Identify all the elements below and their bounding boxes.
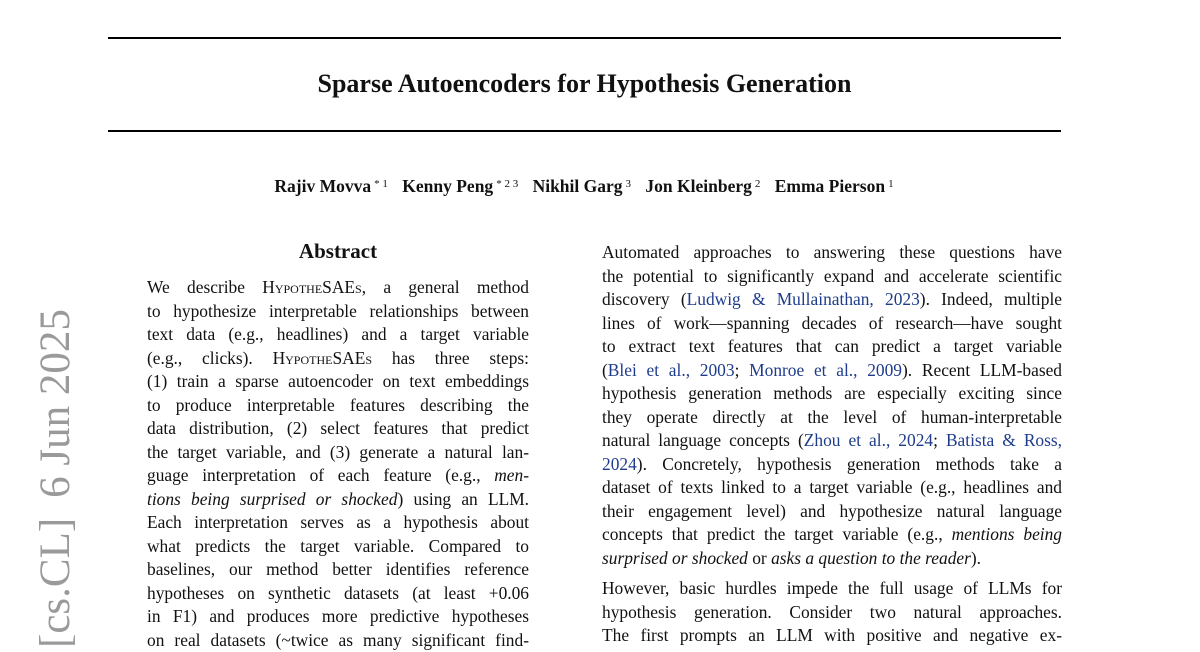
author: Rajiv Movva $^{* 1}$	[274, 176, 387, 196]
method-name: HypotheSAEs	[273, 348, 372, 368]
text-line: However, basic hurdles impede the full usage of LLMs for	[602, 577, 1062, 601]
abstract-heading: Abstract	[147, 238, 529, 264]
text-line: surprised or shocked or asks a question to the reader).	[602, 547, 1062, 571]
paper-title: Sparse Autoencoders for Hypothesis Generation	[108, 69, 1061, 99]
text-line: We describe HypotheSAEs, a general method	[147, 276, 529, 300]
citation-link[interactable]: 2024	[602, 454, 637, 474]
text-line: (1) train a sparse autoencoder on text embeddings	[147, 370, 529, 394]
text-line: hypotheses on synthetic datasets (at least +0.06	[147, 582, 529, 606]
citation-link[interactable]: Batista & Ross,	[946, 430, 1062, 450]
author-list	[0, 173, 1168, 197]
method-name: HypotheSAEs	[262, 277, 361, 297]
text-line: tions being surprised or shocked) using an LLM.	[147, 488, 529, 512]
text-line: discovery (Ludwig & Mullainathan, 2023). Indeed, multiple	[602, 288, 1062, 312]
emphasis: tions being surprised or shocked	[147, 489, 397, 509]
text-line: what predicts the target variable. Compared to	[147, 535, 529, 559]
text-line: Automated approaches to answering these questions have	[602, 241, 1062, 265]
citation-link[interactable]: Ludwig & Mullainathan, 2023	[687, 289, 920, 309]
arxiv-date: 6 Jun 2025	[32, 309, 79, 498]
emphasis: mentions being	[952, 524, 1062, 544]
citation-link[interactable]: Zhou et al., 2024	[804, 430, 933, 450]
text-line: concepts that predict the target variable (e.g., mentions being	[602, 523, 1062, 547]
title-rule-bottom	[108, 130, 1061, 132]
intro-paragraph	[602, 241, 1062, 570]
text-line: the potential to significantly expand and accelerate scientific	[602, 265, 1062, 289]
text-line: dataset of texts linked to a target variable (e.g., headlines and	[602, 476, 1062, 500]
intro-paragraph	[602, 577, 1062, 648]
emphasis: asks a question to the reader	[771, 548, 971, 568]
text-line: data distribution, (2) select features that predict	[147, 417, 529, 441]
text-line: 2024). Concretely, hypothesis generation methods take a	[602, 453, 1062, 477]
citation-link[interactable]: Blei et al., 2003	[608, 360, 735, 380]
text-line: in F1) and produces more predictive hypotheses	[147, 605, 529, 629]
text-line: Each interpretation serves as a hypothesis about	[147, 511, 529, 535]
text-line: baselines, our method better identifies reference	[147, 558, 529, 582]
text-line: to extract text features that can predict a target variable	[602, 335, 1062, 359]
text-line: to produce interpretable features describing the	[147, 394, 529, 418]
text-line: their engagement level) and hypothesize natural language	[602, 500, 1062, 524]
arxiv-stamp	[32, 289, 80, 648]
text-line: on real datasets (~twice as many significant find-	[147, 629, 529, 652]
text-line: to hypothesize interpretable relationships between	[147, 300, 529, 324]
text-line: natural language concepts (Zhou et al., 2024; Batista & Ross,	[602, 429, 1062, 453]
arxiv-category: [cs.CL]	[32, 518, 79, 648]
text-line: the target variable, and (3) generate a natural lan-	[147, 441, 529, 465]
citation-link[interactable]: Monroe et al., 2009	[749, 360, 902, 380]
emphasis: surprised or shocked	[602, 548, 748, 568]
text-line: lines of work—spanning decades of research—have sought	[602, 312, 1062, 336]
author: Emma Pierson $^1$	[775, 176, 894, 196]
text-line: (e.g., clicks). HypotheSAEs has three steps:	[147, 347, 529, 371]
abstract-body	[147, 276, 529, 652]
text-line: The first prompts an LLM with positive and negative ex-	[602, 624, 1062, 648]
text-line: text data (e.g., headlines) and a target variable	[147, 323, 529, 347]
emphasis: men-	[494, 465, 529, 485]
text-line: they operate directly at the level of human-interpretable	[602, 406, 1062, 430]
author: Kenny Peng $^{* 2 3}$	[402, 176, 518, 196]
text-line: hypothesis generation. Consider two natural approaches.	[602, 601, 1062, 625]
text-line: hypothesis generation methods are especially exciting since	[602, 382, 1062, 406]
text-line: (Blei et al., 2003; Monroe et al., 2009). Recent LLM-based	[602, 359, 1062, 383]
author: Jon Kleinberg $^2$	[645, 176, 760, 196]
text-line: guage interpretation of each feature (e.g., men-	[147, 464, 529, 488]
author: Nikhil Garg $^3$	[533, 176, 631, 196]
title-rule-top	[108, 37, 1061, 39]
